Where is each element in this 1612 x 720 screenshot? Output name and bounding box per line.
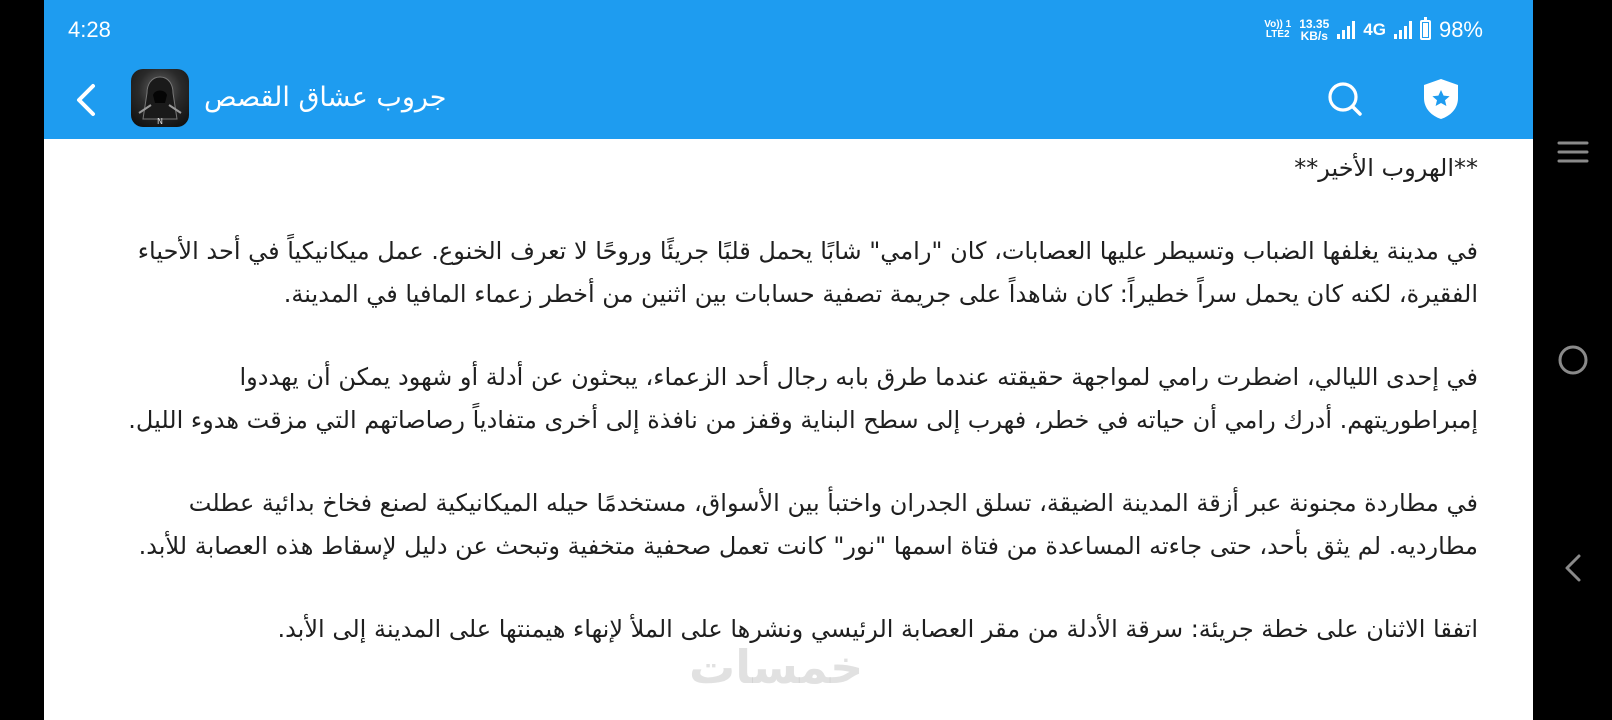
story-paragraph: في مطاردة مجنونة عبر أزقة المدينة الضيقة، تسلق الجدران واختبأ بين الأسواق، مستخدمًا حيله الميكانيكية لصنع فخاخ بدائية عطلت مطارديه. لم يثق بأحد، حتى جاءته المساعدة من فتاة اسمها "نور" كانت تعمل صحفية متخفية وتبحث عن دليل لإسقاط هذه العصابة للأبد. <box>138 489 1478 560</box>
chevron-left-icon <box>73 82 101 118</box>
story-text <box>100 147 1478 691</box>
story-title: **الهروب الأخير** <box>1294 154 1478 182</box>
volte-bottom: LTE2 <box>1265 29 1290 40</box>
speed-value: 13.35 <box>1299 17 1330 31</box>
system-back-button[interactable] <box>1553 548 1593 588</box>
status-time: 4:28 <box>68 17 111 42</box>
search-icon <box>1326 80 1364 118</box>
admin-shield-button[interactable] <box>1416 74 1466 124</box>
recents-button[interactable] <box>1553 132 1593 172</box>
app-screen <box>44 0 1533 720</box>
svg-text:N: N <box>157 117 163 126</box>
speed-unit: KB/s <box>1300 29 1328 43</box>
home-button[interactable] <box>1553 340 1593 380</box>
story-paragraph: في إحدى الليالي، اضطرت رامي لمواجهة حقيقته عندما طرق بابه رجال أحد الزعماء، يبحثون عن أدلة أو شهود يمكن أن يهددوا إمبراطوريتهم. أدرك رامي أن حياته في خطر، فهرب إلى سطح البناية وقفز من نافذة إلى أخرى متفادياً رصاصاتهم التي مزقت هدوء الليل. <box>128 363 1478 434</box>
watermark-logo: خمسات <box>689 640 864 694</box>
app-bar <box>44 60 1533 139</box>
status-bar <box>44 0 1533 60</box>
story-paragraph: اتفقا الاثنان على خطة جريئة: سرقة الأدلة من مقر العصابة الرئيسي ونشرها على الملأ لإنهاء هيمنتها على المدينة إلى الأبد. <box>277 615 1478 643</box>
battery-level: 98% <box>1438 17 1483 42</box>
group-avatar[interactable] <box>131 69 189 127</box>
network-speed <box>1299 18 1329 42</box>
status-indicators <box>1264 14 1483 46</box>
back-button[interactable] <box>64 77 110 123</box>
signal-2-icon <box>1394 21 1412 39</box>
story-paragraph: في مدينة يغلفها الضباب وتسيطر عليها العصابات، كان "رامي" شابًا يحمل قلبًا جريئًا وروحًا لا تعرف الخنوع. عمل ميكانيكياً في أحد الأحياء الفقيرة، لكنه كان يحمل سراً خطيراً: كان شاهداً على جريمة تصفية حسابات بين اثنين من أخطر زعماء المافيا في المدينة. <box>137 237 1478 308</box>
shield-star-icon <box>1420 77 1462 121</box>
recents-menu-icon <box>1557 139 1589 165</box>
signal-icon <box>1337 21 1355 39</box>
volte-indicator <box>1264 20 1291 40</box>
volte-top: Vo)) 1 <box>1264 19 1292 30</box>
network-type: 4G <box>1363 20 1386 39</box>
home-circle-icon <box>1556 343 1590 377</box>
battery-icon <box>1420 20 1431 40</box>
hooded-figure-icon <box>131 69 189 127</box>
story-content[interactable] <box>44 139 1533 720</box>
search-button[interactable] <box>1322 76 1368 122</box>
back-triangle-icon <box>1561 552 1585 584</box>
group-title: جروب عشاق القصص <box>204 82 447 113</box>
